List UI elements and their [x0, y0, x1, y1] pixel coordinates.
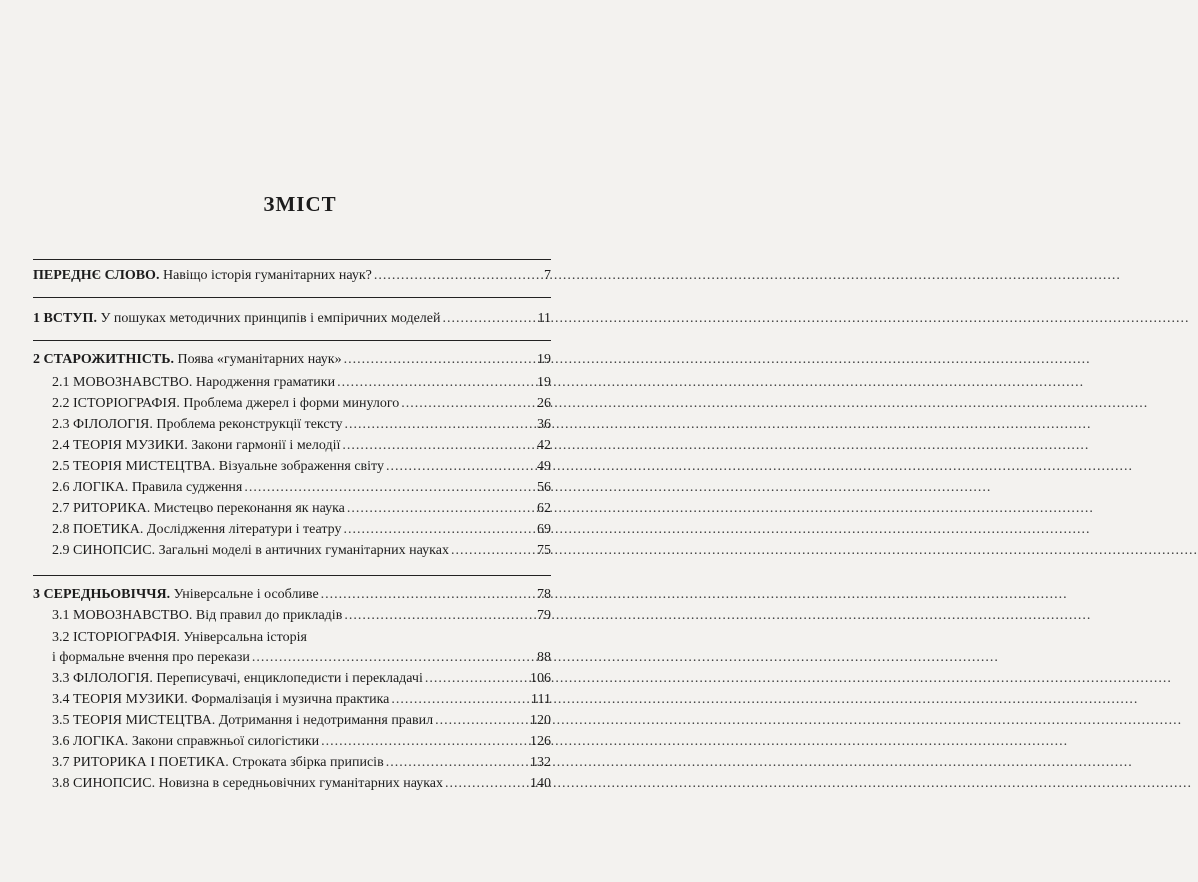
page-number: 69 [537, 522, 551, 537]
toc-entry-antiquity[interactable] [33, 350, 551, 370]
leader-dots [343, 520, 535, 540]
entry-number: 2.9 [52, 543, 70, 558]
page-number: 106 [530, 671, 551, 686]
divider [33, 297, 551, 298]
toc-entry-intro[interactable] [33, 309, 551, 329]
page-number: 62 [537, 501, 551, 516]
page-number: 88 [537, 650, 551, 665]
page-number: 111 [531, 692, 551, 707]
entry-topic: СИНОПСИС. [73, 776, 156, 791]
page-number: 75 [537, 543, 551, 558]
leader-dots [321, 732, 528, 752]
leader-dots [386, 457, 535, 477]
entry-title-continued: і формальне вчення про перекази [52, 650, 250, 665]
leader-dots [345, 415, 535, 435]
page-number: 19 [537, 352, 551, 367]
page-number: 19 [537, 375, 551, 390]
toc-entry-3-2[interactable] [52, 648, 551, 668]
entry-title: Поява «гуманітарних наук» [173, 352, 342, 367]
entry-number: 3.5 [52, 713, 70, 728]
entry-topic: ІСТОРІОГРАФІЯ. [73, 630, 180, 645]
leader-dots [244, 478, 535, 498]
entry-heading: 2 СТАРОЖИТНІСТЬ. [33, 352, 174, 367]
entry-number: 2.5 [52, 459, 70, 474]
entry-topic: ТЕОРІЯ МИСТЕЦТВА. [73, 713, 216, 728]
entry-heading: ПЕРЕДНЄ СЛОВО. [33, 268, 160, 283]
entry-number: 3.3 [52, 671, 70, 686]
page-number: 78 [537, 587, 551, 602]
page-number: 36 [537, 417, 551, 432]
toc-entry-3-2-line1[interactable] [52, 628, 551, 648]
entry-topic: ЛОГІКА. [73, 734, 129, 749]
entry-title: Строката збірка приписів [228, 755, 384, 770]
page-title: ЗМІСТ [263, 192, 337, 216]
entry-topic: ФІЛОЛОГІЯ. [73, 671, 153, 686]
leader-dots [445, 774, 528, 794]
entry-number: 2.8 [52, 522, 70, 537]
toc-entry-2-5[interactable] [52, 457, 551, 477]
toc-entry-2-1[interactable] [52, 373, 551, 393]
entry-title: Формалізація і музична практика [187, 692, 390, 707]
entry-number: 2.7 [52, 501, 70, 516]
divider [33, 340, 551, 341]
leader-dots [321, 585, 535, 605]
entry-topic: РИТОРИКА І ПОЕТИКА. [73, 755, 229, 770]
entry-title: Закони гармонії і мелодії [187, 438, 341, 453]
entry-number: 3.8 [52, 776, 70, 791]
entry-title: Візуальне зображення світу [215, 459, 384, 474]
leader-dots [391, 690, 529, 710]
entry-title: Переписувачі, енциклопедисти і перекладачі [152, 671, 423, 686]
entry-topic: ТЕОРІЯ МИСТЕЦТВА. [73, 459, 216, 474]
entry-number: 3.4 [52, 692, 70, 707]
leader-dots [374, 266, 542, 286]
entry-title: У пошуках методичних принципів і емпіричних моделей [96, 311, 441, 326]
entry-title: Універсальна історія [179, 630, 307, 645]
toc-entry-2-4[interactable] [52, 436, 551, 456]
page-number: 126 [530, 734, 551, 749]
entry-heading: 1 ВСТУП. [33, 311, 97, 326]
entry-topic: ПОЕТИКА. [73, 522, 144, 537]
leader-dots [344, 606, 535, 626]
entry-topic: РИТОРИКА. [73, 501, 151, 516]
toc-entry-3-6[interactable] [52, 732, 551, 752]
toc-entry-2-6[interactable] [52, 478, 551, 498]
divider-top [33, 259, 551, 260]
toc-entry-3-3[interactable] [52, 669, 551, 689]
entry-topic: ТЕОРІЯ МУЗИКИ. [73, 692, 188, 707]
entry-topic: ІСТОРІОГРАФІЯ. [73, 396, 180, 411]
toc-entry-2-3[interactable] [52, 415, 551, 435]
page-number: 79 [537, 608, 551, 623]
page-number: 49 [537, 459, 551, 474]
leader-dots [344, 350, 535, 370]
entry-title: Проблема джерел і форми минулого [179, 396, 400, 411]
page-number: 11 [537, 311, 551, 326]
entry-topic: МОВОЗНАВСТВО. [73, 608, 193, 623]
entry-number: 3.7 [52, 755, 70, 770]
toc-entry-3-8[interactable] [52, 774, 551, 794]
toc-entry-middle-ages[interactable] [33, 585, 551, 605]
entry-title: Дотримання і недотримання правил [215, 713, 434, 728]
entry-title: Дослідження літератури і театру [143, 522, 342, 537]
entry-number: 2.6 [52, 480, 70, 495]
page-number: 132 [530, 755, 551, 770]
entry-title: Навіщо історія гуманітарних наук? [159, 268, 372, 283]
entry-number: 2.4 [52, 438, 70, 453]
entry-title: Універсальне і особливе [170, 587, 319, 602]
entry-number: 2.1 [52, 375, 70, 390]
entry-topic: МОВОЗНАВСТВО. [73, 375, 193, 390]
divider [33, 575, 551, 576]
page-number: 7 [544, 268, 551, 283]
toc-entry-3-4[interactable] [52, 690, 551, 710]
entry-title: Проблема реконструкції тексту [152, 417, 343, 432]
entry-title: Правила судження [128, 480, 243, 495]
toc-entry-2-8[interactable] [52, 520, 551, 540]
entry-title: Від правил до прикладів [192, 608, 343, 623]
leader-dots [401, 394, 535, 414]
toc-entry-3-5[interactable] [52, 711, 551, 731]
entry-number: 2.2 [52, 396, 70, 411]
leader-dots [443, 309, 536, 329]
page-number: 56 [537, 480, 551, 495]
toc-entry-3-1[interactable] [52, 606, 551, 626]
page-number: 26 [537, 396, 551, 411]
entry-topic: ФІЛОЛОГІЯ. [73, 417, 153, 432]
leader-dots [435, 711, 528, 731]
entry-topic: СИНОПСИС. [73, 543, 156, 558]
page-number: 140 [530, 776, 551, 791]
entry-number: 2.3 [52, 417, 70, 432]
entry-heading: 3 СЕРЕДНЬОВІЧЧЯ. [33, 587, 171, 602]
entry-title: Новизна в середньовічних гуманітарних науках [155, 776, 443, 791]
toc-entry-2-9[interactable] [52, 541, 551, 561]
leader-dots [347, 499, 535, 519]
entry-number: 3.1 [52, 608, 70, 623]
entry-title: Закони справжньої силогістики [128, 734, 320, 749]
leader-dots [342, 436, 535, 456]
leader-dots [252, 648, 535, 668]
leader-dots [386, 753, 528, 773]
page-number: 120 [530, 713, 551, 728]
toc-entry-foreword[interactable] [33, 266, 551, 286]
leader-dots [451, 541, 535, 561]
entry-title: Мистецво переконання як наука [150, 501, 345, 516]
entry-number: 3.6 [52, 734, 70, 749]
entry-topic: ТЕОРІЯ МУЗИКИ. [73, 438, 188, 453]
entry-topic: ЛОГІКА. [73, 480, 129, 495]
entry-title: Загальні моделі в античних гуманітарних науках [155, 543, 449, 558]
toc-entry-3-7[interactable] [52, 753, 551, 773]
entry-number: 3.2 [52, 630, 70, 645]
leader-dots [337, 373, 535, 393]
toc-entry-2-2[interactable] [52, 394, 551, 414]
entry-title: Народження граматики [192, 375, 336, 390]
leader-dots [425, 669, 528, 689]
page-number: 42 [537, 438, 551, 453]
toc-entry-2-7[interactable] [52, 499, 551, 519]
